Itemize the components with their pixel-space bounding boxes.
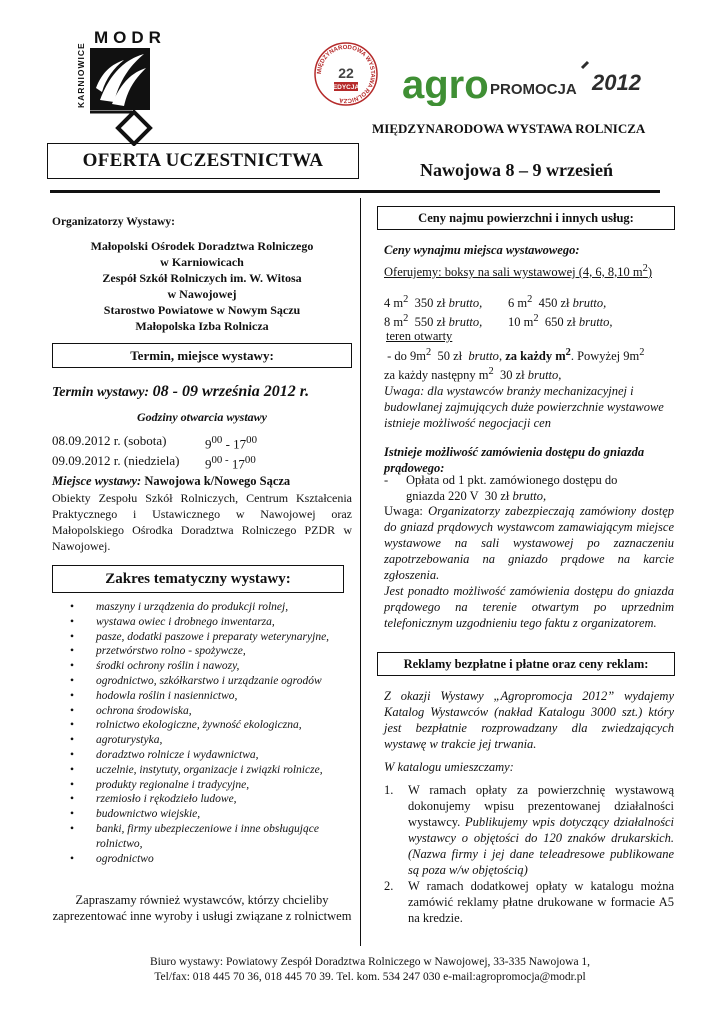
list-item: • rolnictwo ekologiczne, żywność ekologiczna, (70, 719, 302, 732)
catalog-intro: Z okazji Wystawy „Agropromocja 2012” wydajemy Katalog Wystawców (nakład Katalogu 3000 szt.) który jest bezpłatnie rozprowadzany dla zwiedzających wystawę w trakcie jej trwania. (384, 689, 674, 751)
list-item: • banki, firmy ubezpieczeniowe i inne obsługujące rolnictwo, (70, 822, 319, 850)
edition-ring-text: MIĘDZYNARODOWA WYSTAWA ROLNICZA (316, 44, 376, 104)
section-title: Zakres tematyczny wystawy: (105, 570, 291, 587)
list-item: • budownictwo wiejskie, (70, 808, 201, 821)
hours-row (52, 432, 257, 452)
list-item: • hodowla roślin i nasiennictwo, (70, 689, 238, 702)
list-item: • przetwórstwo rolno - spożywcze, (70, 645, 246, 658)
modr-logo-text: MODR (94, 28, 166, 47)
section-box-termin (52, 343, 352, 368)
modr-logo-side-text: KARNIOWICE (76, 42, 86, 108)
invitation-text: Zapraszamy również wystawców, którzy chcieliby zaprezentować inne wyroby i usługi związane z rolnictwem (52, 893, 352, 923)
organizer-line: Małopolski Ośrodek Doradztwa Rolniczego (90, 239, 314, 253)
expo-name: MIĘDZYNARODOWA WYSTAWA ROLNICZA (372, 121, 646, 136)
list-item: • ochrona środowiska, (70, 704, 192, 717)
list-item: • doradztwo rolnicze i wydawnictwa, (70, 748, 259, 761)
place-date: Nawojowa 8 – 9 wrzesień (420, 160, 613, 180)
list-item: 1. W ramach opłaty za powierzchnię wystawową dokonujemy wpisu prezentowanej działalności wystawcy. Publikujemy wpis dotyczący działalności wystawcy o objętości do 120 znaków drukarskich. (Nazwa firmy i jej dane teleadresowe publikowane są poza w/w objętością) (384, 783, 674, 877)
topics-list (70, 600, 350, 866)
organizer-line: w Nawojowej (167, 287, 237, 301)
section-box-zakres (52, 565, 344, 593)
hours-time: $9^{00} - 17^{00}$ (205, 434, 257, 452)
hours-day: 08.09.2012 r. (sobota) (52, 433, 167, 448)
section-title: Ceny najmu powierzchni i innych usług: (418, 210, 634, 225)
edition-number: 22 (338, 65, 354, 81)
place-value: Nawojowa k/Nowego Sącza (144, 474, 291, 488)
list-item: • rzemiosło i rękodzieło ludowe, (70, 793, 237, 806)
price-row: 4 $m^2$ 350 zł brutto, 6 $m^2$ 450 zł brutto, (384, 294, 607, 311)
footer-phones: Tel/fax: 018 445 70 36, 018 445 70 39. Tel. kom. 534 247 030 e-mail:agropromocja@modr.pl (154, 971, 586, 983)
section-box-ceny (377, 206, 675, 230)
agro-logo-left: agro (402, 63, 489, 106)
edition-label: EDYCJA (332, 84, 360, 91)
edition-badge-logo (312, 40, 380, 108)
list-item: • uczelnie, instytuty, organizacje i związki rolnicze, (70, 763, 323, 776)
open-area-label: teren otwarty (386, 329, 453, 343)
catalog-items (384, 782, 674, 926)
termin-line (52, 383, 309, 401)
offer-title-box (47, 143, 359, 179)
agro-logo-year: 2012 (592, 70, 641, 95)
list-item: • pasze, dodatki paszowe i preparaty weterynaryjne, (70, 630, 330, 643)
organizer-line: Zespół Szkół Rolniczych im. W. Witosa (102, 271, 302, 285)
hours-label: Godziny otwarcia wystawy (136, 410, 267, 424)
footer-contact (40, 955, 700, 985)
modr-logo (72, 28, 172, 146)
opening-hours (52, 432, 257, 473)
list-item: • środki ochrony roślin i nawozy, (70, 660, 240, 673)
organizers-label: Organizatorzy Wystawy: (52, 216, 175, 228)
open-area-note: Uwaga: dla wystawców branży mechanizacyjnej i budowlanej zajmujących duże powierzchnie wystawowe istnieje możliwość negocjacji cen (384, 384, 664, 431)
organizer-line: Starostwo Powiatowe w Nowym Sączu (103, 303, 301, 317)
place-label: Miejsce wystawy: (52, 474, 142, 488)
hours-row (52, 452, 257, 472)
organizer-line: Małopolska Izba Rolnicza (135, 319, 269, 333)
booth-offer-line: Oferujemy: boksy na sali wystawowej (4, 6, 8,10 $m^2$) (384, 263, 653, 280)
list-item: 2. W ramach dodatkowej opłaty w katalogu można zamówić reklamy płatne drukowane w formacie A5 na kredzie. (384, 879, 674, 925)
organizer-line: w Karniowicach (160, 255, 244, 269)
rent-label: Ceny wynajmu miejsca wystawowego: (384, 243, 580, 257)
open-area-description: - do $9m^2$ 50 zł brutto, za każdy $m^2$. Powyżej $9m^2$ za każdy następny $m^2$ 30 zł brutto, Uwaga: dla wystawców branży mechanizacyjnej i budowlanej zajmujących duże powierzchnie wystawowe istnieje możliwość negocjacji cen (384, 345, 674, 431)
agro-logo-mid: PROMOCJA (490, 81, 577, 98)
list-item: • agroturystyka, (70, 734, 163, 747)
power-socket-label: Istnieje możliwość zamówienia dostępu do gniazda prądowego: (384, 445, 645, 475)
organizers-list (52, 238, 352, 334)
hours-time: $9^{00 -}$ $17^{00}$ (205, 454, 256, 472)
footer-address: Biuro wystawy: Powiatowy Zespół Doradztwa Rolniczego w Nawojowej, 33-335 Nawojowa 1, (149, 956, 591, 968)
column-divider (360, 198, 361, 946)
price-row: 8 $m^2$ 550 zł brutto, 10 $m^2$ 650 zł brutto, (384, 313, 613, 330)
termin-label: Termin wystawy: (52, 385, 150, 400)
hours-day: 09.09.2012 r. (niedziela) (52, 453, 180, 469)
list-item: • maszyny i urządzenia do produkcji rolnej, (70, 601, 289, 613)
header-rule (50, 190, 660, 193)
list-item: • produkty regionalne i tradycyjne, (70, 778, 250, 791)
power-socket-note: Uwaga: Organizatorzy zabezpieczają zamówiony dostęp do gniazd prądowych wystawcom zamawiającym miejsce wystawowe na sali wystawowej po zaznaczeniu zapotrzebowania na gniazdo prądowe na karcie zgłoszenia. Jest ponadto możliwość zamówienia dostępu do gniazda prądowego na terenie otwartym po uprzednim telefonicznym uzgodnieniu tego faktu z organizatorem. (384, 504, 674, 630)
power-socket-item: - Opłata od 1 pkt. zamówionego dostępu do gniazda 220 V 30 zł brutto, (384, 473, 618, 503)
list-item: • ogrodnictwo, szkółkarstwo i urządzanie ogrodów (70, 674, 322, 687)
place-description: Obiekty Zespołu Szkół Rolniczych, Centrum Kształcenia Praktycznego i Ustawicznego w Nawojowej oraz Małopolskiego Ośrodka Doradztwa Rolniczego PZDR w Nawojowej. (52, 491, 352, 553)
termin-value: 08 - 09 września 2012 r. (152, 383, 310, 400)
section-title: Termin, miejsce wystawy: (130, 347, 274, 363)
offer-title: OFERTA UCZESTNICTWA (82, 150, 324, 171)
booth-prices (384, 292, 613, 330)
section-box-reklamy (377, 652, 675, 676)
catalog-label: W katalogu umieszczamy: (384, 760, 514, 774)
list-item: • ogrodnictwo (70, 852, 154, 865)
place-line (52, 474, 290, 489)
section-title: Reklamy bezpłatne i płatne oraz ceny reklam: (403, 656, 649, 671)
agropromocja-logo (400, 58, 662, 106)
list-item: • wystawa owiec i drobnego inwentarza, (70, 615, 275, 628)
